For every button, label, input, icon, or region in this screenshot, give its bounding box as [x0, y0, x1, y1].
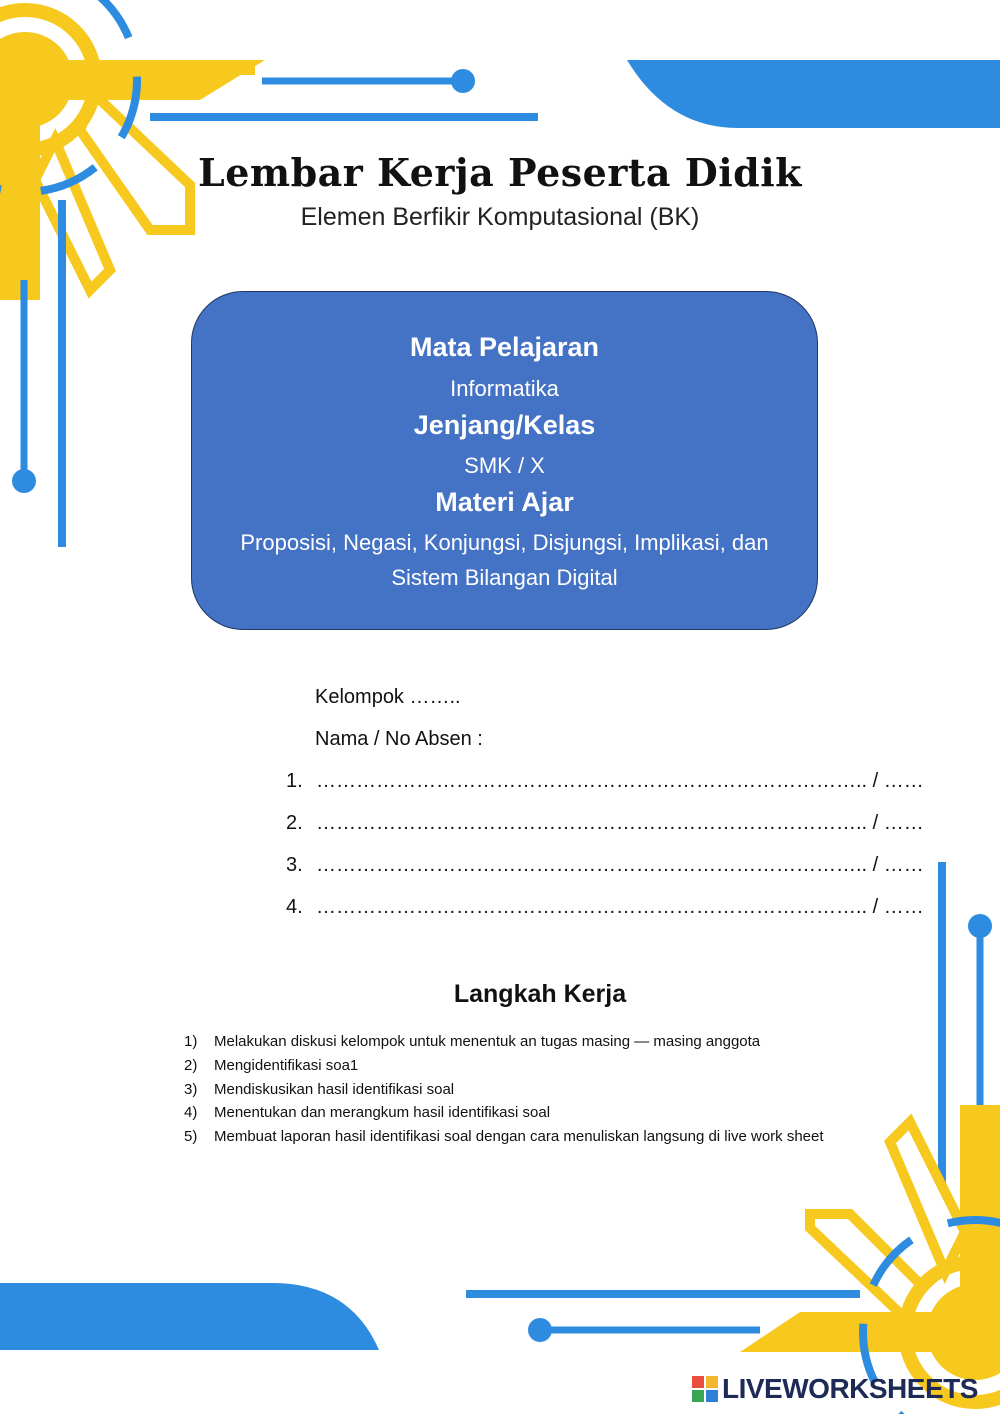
- topic-label: Materi Ajar: [435, 487, 574, 517]
- member-row[interactable]: [286, 812, 924, 835]
- member-number: 4.: [286, 896, 303, 918]
- member-number: 2.: [286, 812, 303, 834]
- member-number: 1.: [286, 770, 303, 792]
- member-row[interactable]: [286, 770, 924, 793]
- member-blank[interactable]: ……………………………………………………………………….. / ……: [316, 770, 924, 792]
- lesson-info-box: [191, 291, 818, 630]
- list-item: [184, 1125, 824, 1149]
- member-row[interactable]: [286, 854, 924, 877]
- right-blue-dot: [968, 914, 992, 938]
- list-item: [184, 1030, 824, 1054]
- liveworksheets-logo[interactable]: [692, 1374, 978, 1404]
- step-number: 5): [184, 1128, 198, 1146]
- step-text: Membuat laporan hasil identifikasi soal dengan cara menuliskan langsung di live work sheet: [214, 1128, 824, 1146]
- topic-value-line2: Sistem Bilangan Digital: [391, 565, 618, 590]
- step-text: Mengidentifikasi soa1: [214, 1056, 359, 1074]
- subject-label: Mata Pelajaran: [409, 332, 600, 362]
- list-item: [184, 1078, 824, 1102]
- step-text: Menentukan dan merangkum hasil identifikasi soal: [214, 1104, 551, 1122]
- member-row[interactable]: [286, 896, 924, 919]
- step-text: Mendiskusikan hasil identifikasi soal: [214, 1080, 455, 1098]
- worksheet-subtitle: Elemen Berfikir Komputasional (BK): [300, 203, 700, 231]
- list-item: [184, 1101, 824, 1125]
- subject-value: Informatika: [450, 376, 559, 401]
- member-number: 3.: [286, 854, 303, 876]
- bottom-left-blue-shape: [0, 1283, 379, 1350]
- bottom-blue-dot: [528, 1318, 552, 1342]
- step-text: Melakukan diskusi kelompok untuk menentuk an tugas masing — masing anggota: [214, 1033, 761, 1050]
- level-label: Jenjang/Kelas: [413, 410, 596, 440]
- group-label: Kelompok ……..: [315, 686, 461, 708]
- level-value: SMK / X: [464, 453, 545, 478]
- step-number: 3): [184, 1080, 198, 1098]
- member-blank[interactable]: ……………………………………………………………………….. / ……: [316, 812, 924, 834]
- step-number: 4): [184, 1104, 198, 1122]
- topic-value-line1: Proposisi, Negasi, Konjungsi, Disjungsi, Implikasi, dan: [240, 530, 769, 555]
- top-blue-dot: [451, 69, 475, 93]
- liveworksheets-wordmark: LIVEWORKSHEETS: [722, 1373, 978, 1404]
- step-number: 2): [184, 1056, 198, 1074]
- names-label: Nama / No Absen :: [315, 728, 483, 750]
- list-item: [184, 1054, 824, 1078]
- steps-title: Langkah Kerja: [453, 980, 627, 1008]
- member-blank[interactable]: ……………………………………………………………………….. / ……: [316, 854, 924, 876]
- left-blue-dot: [12, 469, 36, 493]
- step-number: 1): [184, 1033, 198, 1050]
- member-blank[interactable]: ……………………………………………………………………….. / ……: [316, 896, 924, 918]
- worksheet-title: Lembar Kerja Peserta Didik: [198, 150, 802, 195]
- top-right-blue-shape: [627, 60, 1000, 128]
- bottom-right-sun-ornament: [740, 1105, 1000, 1414]
- steps-list: [184, 1030, 824, 1149]
- liveworksheets-logo-icon: [692, 1376, 718, 1402]
